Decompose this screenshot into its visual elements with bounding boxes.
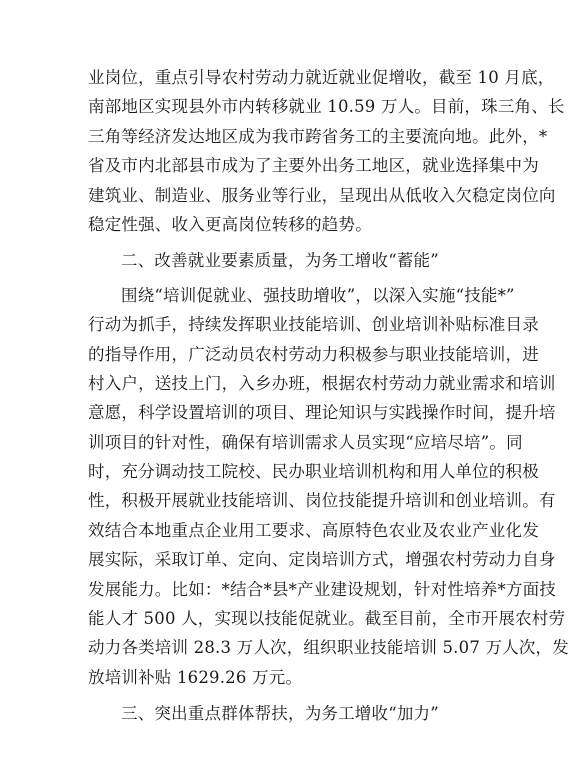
text-line: 业岗位，重点引导农村劳动力就近就业促增收，截至 10 月底， xyxy=(88,68,555,87)
text-line: 的指导作用，广泛动员农村劳动力积极参与职业技能培训，进 xyxy=(88,344,539,364)
text-line: 动力各类培训 28.3 万人次，组织职业技能培训 5.07 万人次，发 xyxy=(88,638,569,658)
paragraph-training xyxy=(88,281,569,692)
text-line: 时，充分调动技工院校、民办职业培训机构和用人单位的积极 xyxy=(88,462,539,482)
text-line: 围绕“培训促就业、强技助增收”，以深入实施“技能*” xyxy=(121,285,515,305)
text-line: 展实际，采取订单、定向、定岗培训方式，增强农村劳动力自身 xyxy=(88,550,556,570)
paragraph-employment-transfer xyxy=(88,63,565,239)
text-line: 效结合本地重点企业用工要求、高原特色农业及农业产业化发 xyxy=(88,520,539,540)
text-line: 行动为抓手，持续发挥职业技能培训、创业培训补贴标准目录 xyxy=(88,315,539,335)
text-line: 训项目的针对性，确保有培训需求人员实现“应培尽培”。同 xyxy=(88,432,523,452)
document-body xyxy=(88,63,569,729)
text-line: 能人才 500 人，实现以技能促就业。截至目前，全市开展农村劳 xyxy=(88,609,566,629)
text-line: 南部地区实现县外市内转移就业 10.59 万人。目前，珠三角、长 xyxy=(88,97,565,117)
section-heading-2: 二、改善就业要素质量，为务工增收“蓄能” xyxy=(121,251,439,271)
text-line: 省及市内北部县市成为了主要外出务工地区，就业选择集中为 xyxy=(88,156,539,176)
text-line: 三角等经济发达地区成为我市跨省务工的主要流向地。此外，* xyxy=(88,126,548,146)
text-line: 性，积极开展就业技能培训、岗位技能提升培训和创业培训。有 xyxy=(88,491,556,511)
text-line: 建筑业、制造业、服务业等行业，呈现出从低收入欠稳定岗位向 xyxy=(88,185,556,205)
text-line: 意愿，科学设置培训的项目、理论知识与实践操作时间，提升培 xyxy=(88,403,556,423)
text-line: 发展能力。比如：*结合*县*产业建设规划，针对性培养*方面技 xyxy=(88,579,556,599)
text-line: 放培训补贴 1629.26 万元。 xyxy=(88,667,303,687)
text-line: 稳定性强、收入更高岗位转移的趋势。 xyxy=(88,214,372,234)
section-heading-3: 三、突出重点群体帮扶，为务工增收“加力” xyxy=(121,704,439,724)
text-line: 村入户，送技上门，入乡办班，根据农村劳动力就业需求和培训 xyxy=(88,373,556,393)
